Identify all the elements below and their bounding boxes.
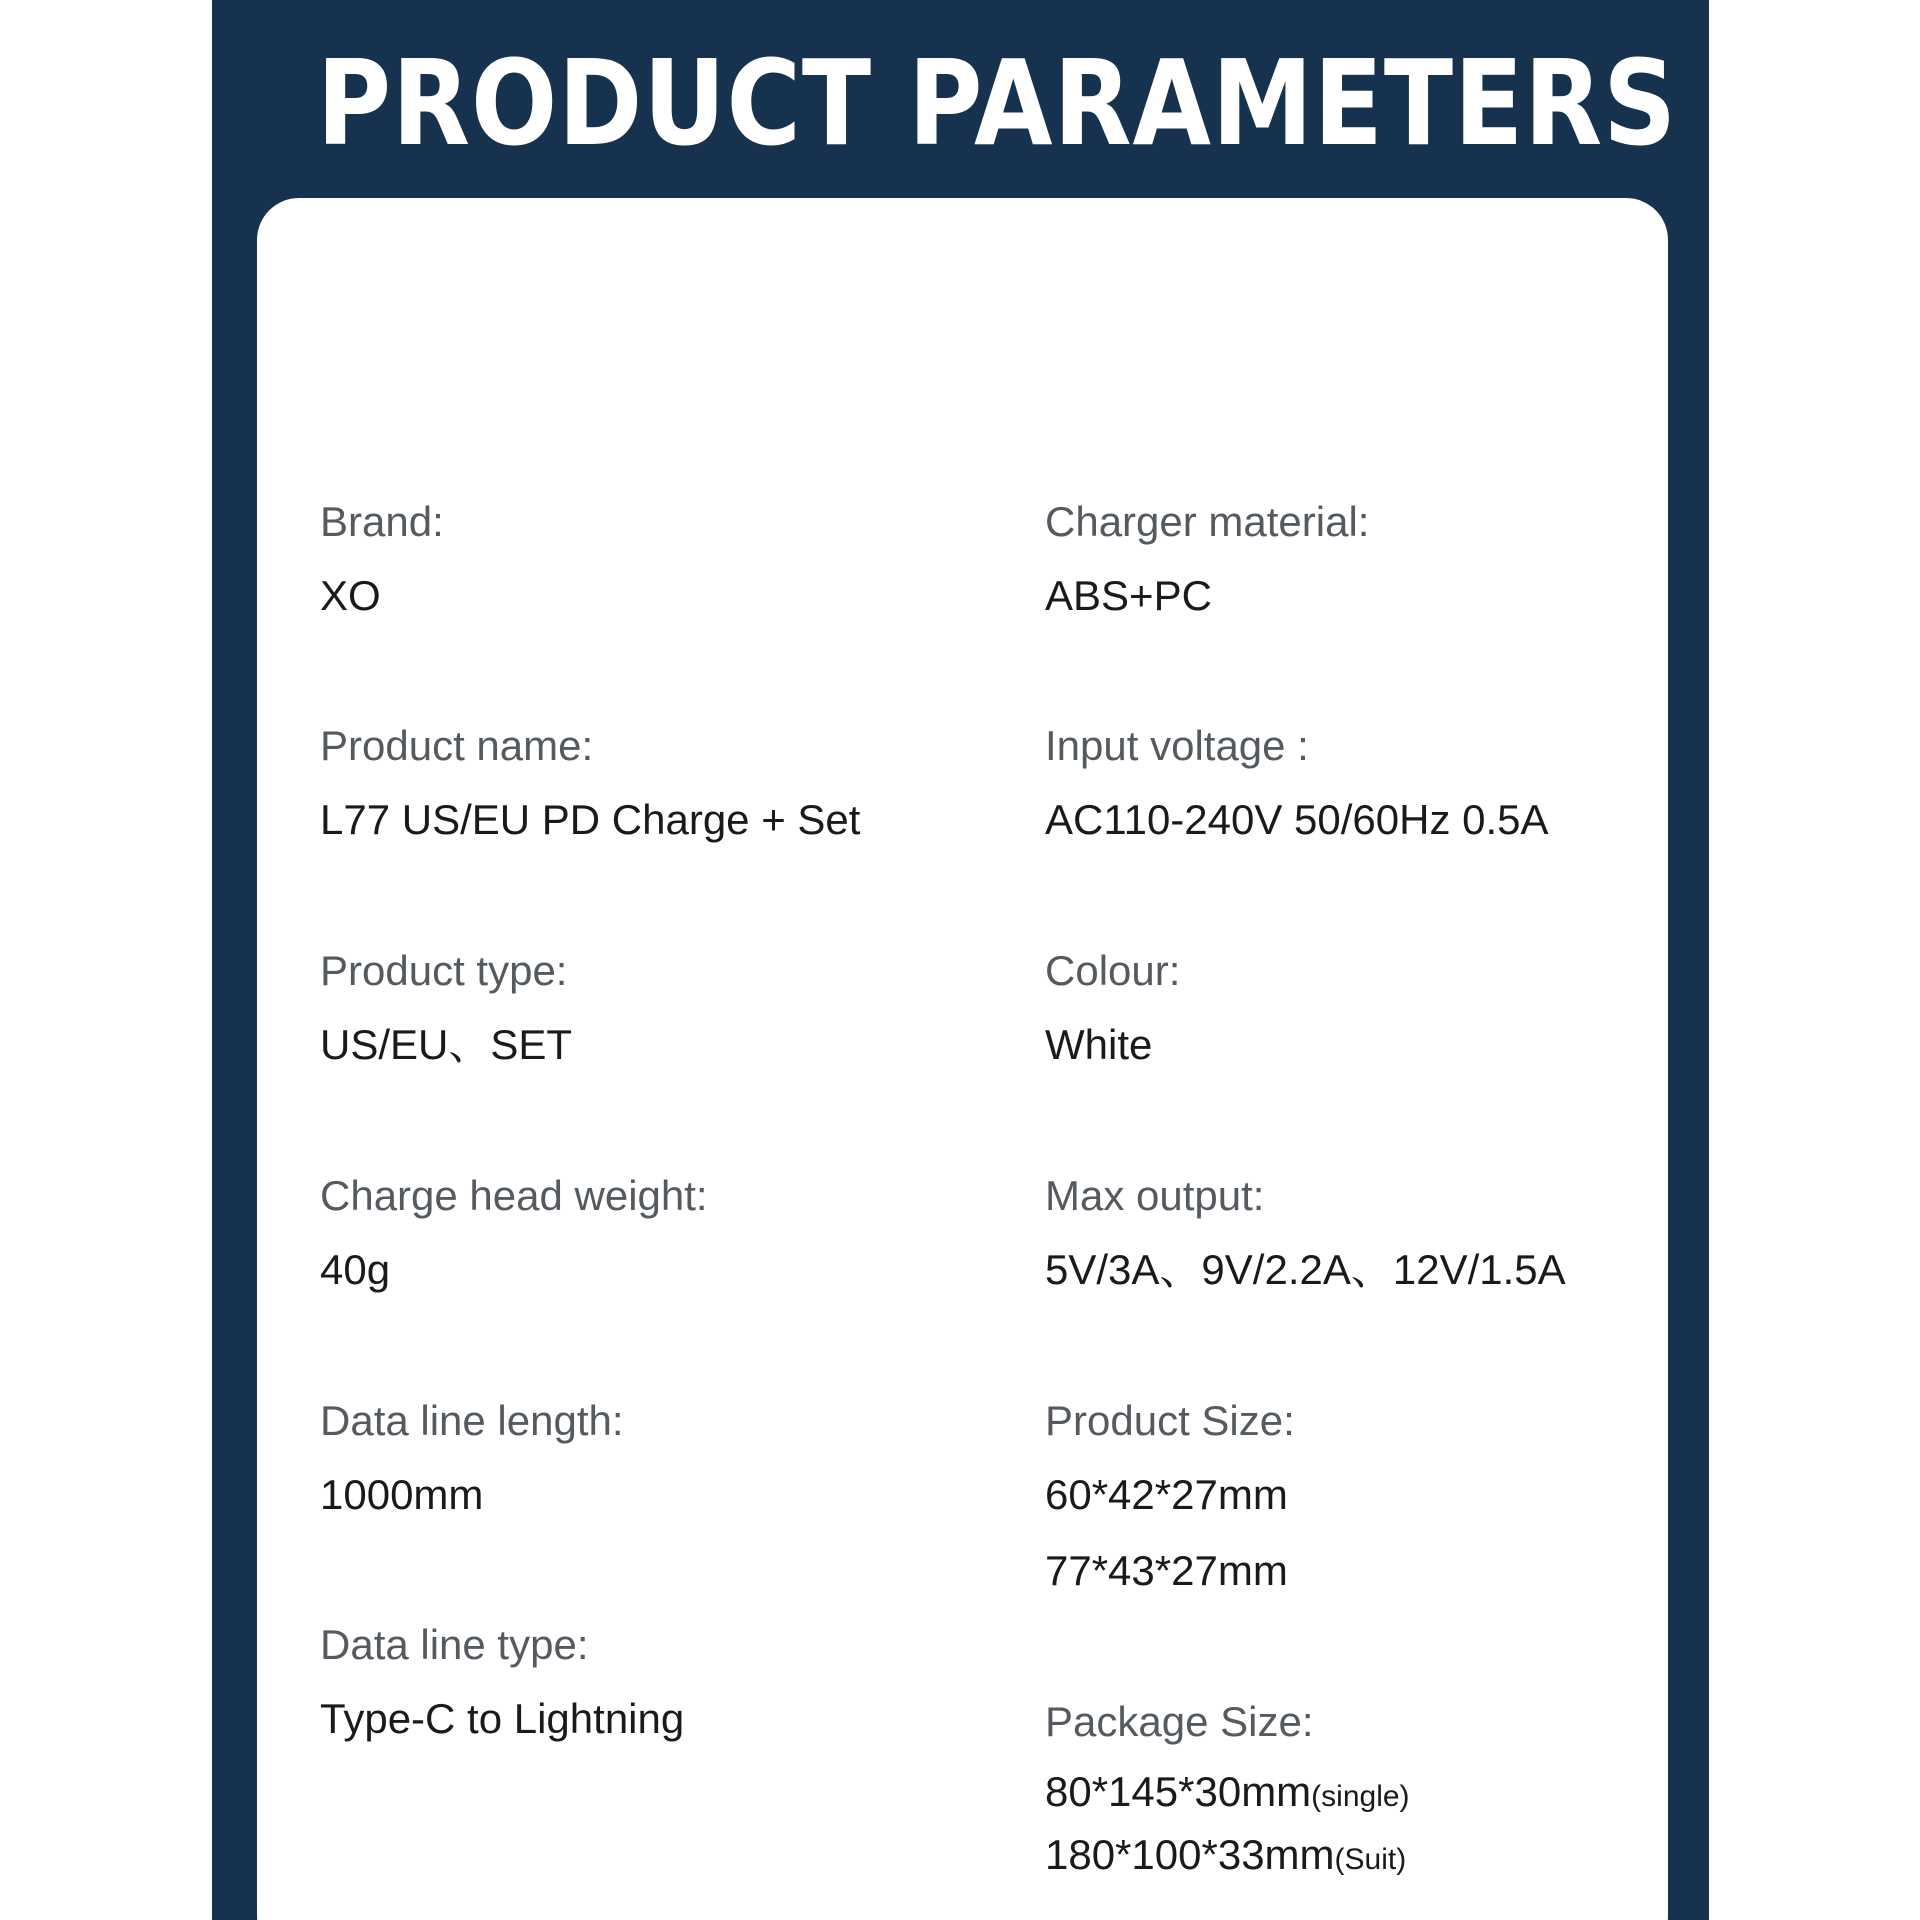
brand-label: Brand:: [320, 498, 444, 545]
charge-head-weight-value: 40g: [320, 1246, 391, 1293]
product-name-field: [320, 721, 860, 845]
charger-material-field: [1045, 497, 1369, 621]
colour-label: Colour:: [1045, 947, 1181, 994]
product-name-label: Product name:: [320, 722, 594, 769]
charge-head-weight-field: [320, 1171, 708, 1295]
max-output-value: 5V/3A、9V/2.2A、12V/1.5A: [1045, 1246, 1566, 1293]
input-voltage-field: [1045, 721, 1549, 845]
page-title: PRODUCT PARAMETERS: [316, 34, 1678, 172]
package-size-line-1: [1045, 1763, 1410, 1826]
data-line-type-value: Type-C to Lightning: [320, 1695, 685, 1742]
product-size-label: Product Size:: [1045, 1397, 1295, 1444]
product-type-value: US/EU、SET: [320, 1021, 573, 1068]
package-size-label: Package Size:: [1045, 1698, 1314, 1745]
max-output-label: Max output:: [1045, 1172, 1265, 1219]
input-voltage-value: AC110-240V 50/60Hz 0.5A: [1045, 796, 1549, 843]
product-name-value: L77 US/EU PD Charge + Set: [320, 796, 861, 843]
data-line-length-value: 1000mm: [320, 1471, 484, 1518]
max-output-field: [1045, 1171, 1566, 1295]
data-line-length-label: Data line length:: [320, 1397, 624, 1444]
brand-field: [320, 497, 444, 621]
charger-material-label: Charger material:: [1045, 498, 1370, 545]
package-size-line-2: [1045, 1826, 1410, 1889]
data-line-type-field: [320, 1620, 684, 1744]
product-size-value-1: 60*42*27mm: [1045, 1471, 1288, 1518]
package-size-line-2-value: 180*100*33mm: [1045, 1831, 1335, 1878]
data-line-length-field: [320, 1396, 624, 1520]
product-type-label: Product type:: [320, 947, 568, 994]
data-line-type-label: Data line type:: [320, 1621, 589, 1668]
charger-material-value: ABS+PC: [1045, 572, 1212, 619]
colour-value: White: [1045, 1021, 1153, 1068]
package-size-line-1-note: (single): [1311, 1780, 1410, 1813]
package-size-line-1-value: 80*145*30mm: [1045, 1768, 1312, 1815]
input-voltage-label: Input voltage :: [1045, 722, 1309, 769]
product-type-field: [320, 946, 572, 1070]
product-size-value-2: 77*43*27mm: [1045, 1547, 1288, 1594]
package-size-field: [1045, 1697, 1410, 1889]
charge-head-weight-label: Charge head weight:: [320, 1172, 708, 1219]
package-size-line-2-note: (Suit): [1334, 1843, 1407, 1876]
colour-field: [1045, 946, 1180, 1070]
product-size-field: [1045, 1396, 1295, 1596]
brand-value: XO: [320, 572, 381, 619]
